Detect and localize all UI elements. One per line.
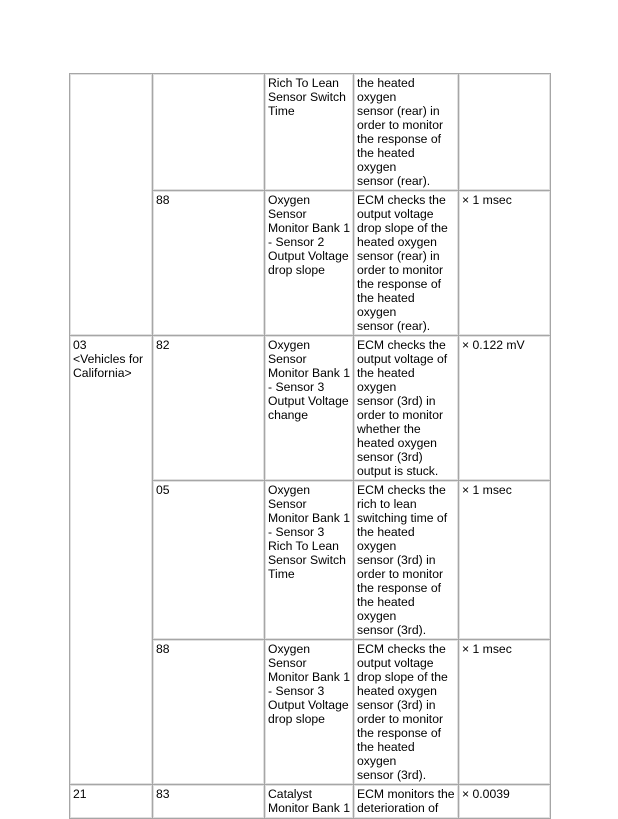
monitor-cell: Oxygen Sensor Monitor Bank 1 - Sensor 3 Output Voltage change [265, 336, 354, 481]
description-cell: ECM checks the output voltage drop slope of the heated oxygen sensor (rear) in order to monitor the response of the heated oxygen sensor (rear). [354, 191, 459, 336]
unit-cell: × 1 msec [459, 481, 551, 640]
monitor-cell: Oxygen Sensor Monitor Bank 1 - Sensor 3 Rich To Lean Sensor Switch Time [265, 481, 354, 640]
group-cell: 21 [70, 785, 153, 819]
code-cell: 83 [153, 785, 265, 819]
unit-cell: × 1 msec [459, 191, 551, 336]
unit-cell: × 0.0039 [459, 785, 551, 819]
description-cell: ECM checks the output voltage of the heated oxygen sensor (3rd) in order to monitor whether the heated oxygen sensor (3rd) output is stuck. [354, 336, 459, 481]
code-cell: 05 [153, 481, 265, 640]
code-cell [153, 74, 265, 191]
unit-cell [459, 74, 551, 191]
monitor-cell: Rich To Lean Sensor Switch Time [265, 74, 354, 191]
unit-cell: × 1 msec [459, 640, 551, 785]
description-cell: ECM monitors the deterioration of [354, 785, 459, 819]
description-cell: the heated oxygen sensor (rear) in order to monitor the response of the heated oxygen sensor (rear). [354, 74, 459, 191]
group-cell [70, 74, 153, 336]
table-row [70, 74, 551, 191]
unit-cell: × 0.122 mV [459, 336, 551, 481]
table-row [70, 785, 551, 819]
description-cell: ECM checks the rich to lean switching time of the heated oxygen sensor (3rd) in order to monitor the response of the heated oxygen sensor (3rd). [354, 481, 459, 640]
monitor-test-table [69, 73, 551, 819]
code-cell: 88 [153, 191, 265, 336]
monitor-cell: Oxygen Sensor Monitor Bank 1 - Sensor 2 Output Voltage drop slope [265, 191, 354, 336]
code-cell: 82 [153, 336, 265, 481]
group-cell: 03 <Vehicles for California> [70, 336, 153, 785]
monitor-cell: Catalyst Monitor Bank 1 [265, 785, 354, 819]
description-cell: ECM checks the output voltage drop slope of the heated oxygen sensor (3rd) in order to monitor the response of the heated oxygen sensor (3rd). [354, 640, 459, 785]
code-cell: 88 [153, 640, 265, 785]
monitor-cell: Oxygen Sensor Monitor Bank 1 - Sensor 3 Output Voltage drop slope [265, 640, 354, 785]
table-row [70, 336, 551, 481]
